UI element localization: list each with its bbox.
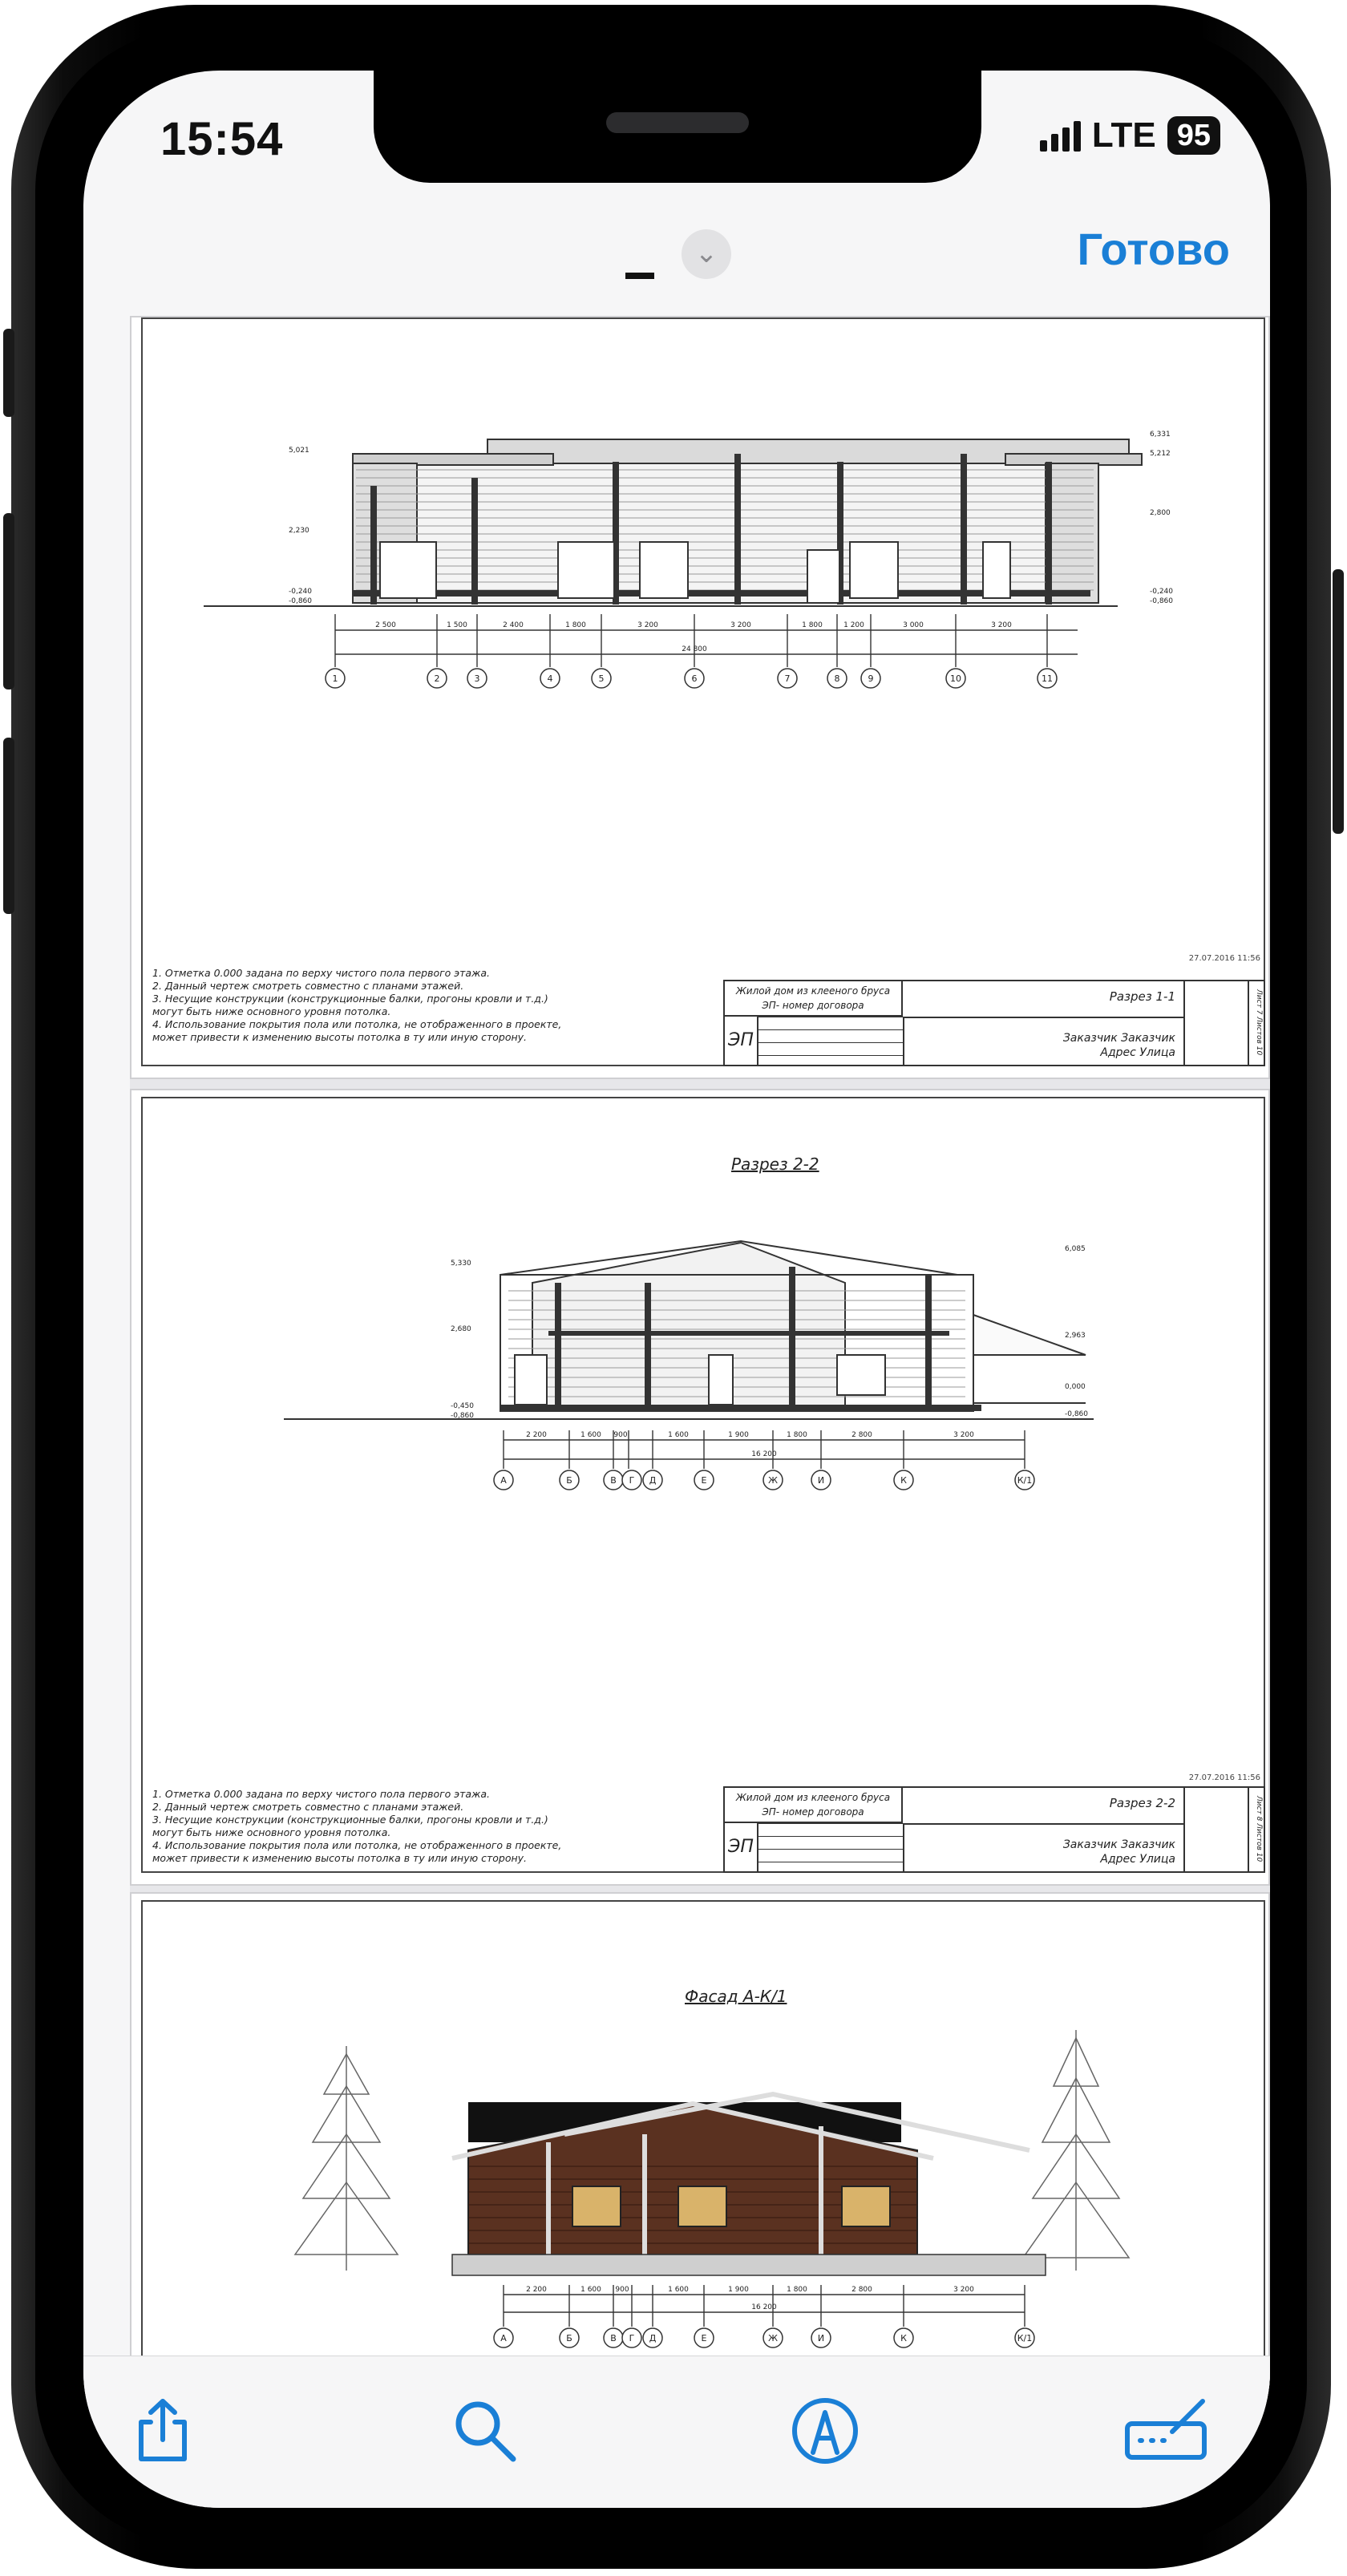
title-block [723,980,1265,1066]
contract-number: ЭП- номер договора [762,1806,864,1818]
dimension-label: 1 800 [787,2286,807,2294]
notch [374,71,981,183]
phone-side-button [3,738,14,914]
client-name: Заказчик Заказчик [1062,1838,1175,1851]
level-mark: 6,331 [1150,431,1171,439]
total-dimension-label: 16 200 [751,1450,777,1458]
dimension-label: 1 800 [802,621,823,629]
dimension-label: 3 200 [953,1431,974,1439]
status-time: 15:54 [160,113,284,165]
title-block-code: ЭП [725,1017,758,1065]
dimension-label: 900 [615,2286,629,2294]
sheet-name: Разрез 1-1 [1109,989,1175,1004]
dimension-label: 3 200 [730,621,751,629]
axis-label: В [610,2333,617,2343]
note-line: 2. Данный чертеж смотреть совместно с планами этажей. [152,1801,464,1813]
dimension-label: 2 500 [375,621,396,629]
level-mark: 5,212 [1150,450,1171,458]
note-line: 2. Данный чертеж смотреть совместно с планами этажей. [152,980,464,992]
drawing-notes [152,1788,561,1865]
axis-label: И [817,2333,825,2343]
axis-label: 3 [474,673,480,684]
search-icon[interactable] [449,2395,521,2467]
note-line: могут быть ниже основного уровня потолка. [152,1826,391,1838]
phone-side-button [3,329,14,417]
facade-drawing [131,2030,1270,2367]
axis-label: Д [649,1475,657,1486]
axis-label: 1 [332,673,338,684]
sheet-title: Разрез 2-2 [731,1155,819,1174]
chevron-down-icon[interactable]: ⌄ [682,229,731,279]
section-drawing [131,366,1270,726]
level-mark: 2,230 [289,527,309,535]
axis-label: Б [566,2333,572,2343]
print-date: 27.07.2016 11:56 [1188,1773,1260,1782]
document-page [130,1892,1270,2389]
dimension-label: 2 200 [526,1431,547,1439]
axis-label: 7 [784,673,791,684]
axis-label: К/1 [1017,2333,1033,2343]
level-mark: -0,450 [451,1402,475,1410]
phone-side-button [3,513,14,689]
markup-icon[interactable] [789,2395,861,2467]
note-line: 1. Отметка 0.000 задана по верху чистого пола первого этажа. [152,967,490,979]
dimension-label: 3 200 [637,621,658,629]
dimension-label: 1 800 [565,621,586,629]
axis-label: Д [649,2333,657,2343]
sheet-number: Лист 7 Листов 10 [1255,989,1263,1056]
tree-right [1023,2030,1129,2271]
dimension-label: 3 200 [991,621,1012,629]
axis-label: К [900,2333,907,2343]
client-address: Адрес Улица [1100,1046,1175,1059]
level-mark: -0,240 [289,588,313,596]
axis-label: В [610,1475,617,1486]
axis-label: 4 [547,673,553,684]
level-mark: 0,000 [1065,1383,1086,1391]
axis-label: 11 [1042,673,1053,684]
dimension-label: 3 000 [903,621,924,629]
project-name: Жилой дом из клееного бруса [735,985,891,997]
axis-label: Б [566,1475,572,1486]
dimension-label: 1 200 [843,621,864,629]
title-block-grid [757,1823,904,1871]
dimension-label: 2 200 [526,2286,547,2294]
axis-label: 2 [434,673,440,684]
total-dimension-label: 24 800 [682,645,707,653]
title-block-client [911,1031,1175,1060]
sheet-number: Лист 8 Листов 10 [1255,1796,1263,1862]
note-line: 1. Отметка 0.000 задана по верху чистого пола первого этажа. [152,1788,490,1800]
client-name: Заказчик Заказчик [1062,1032,1175,1045]
level-mark: -0,860 [1150,597,1174,605]
axis-label: 5 [598,673,605,684]
note-line: 3. Несущие конструкции (конструкционные балки, прогоны кровли и т.д.) [152,1814,548,1826]
phone-screen [83,71,1270,2508]
total-dimension-label: 16 200 [751,2303,777,2311]
dimension-label: 1 800 [787,1431,807,1439]
dimension-label: 1 600 [580,2286,601,2294]
document-viewer[interactable] [130,319,1270,2356]
share-icon[interactable] [127,2395,199,2467]
dimension-label: 1 600 [668,2286,689,2294]
client-address: Адрес Улица [1100,1853,1175,1866]
dimension-label: 1 600 [580,1431,601,1439]
axis-label: Ж [768,1475,778,1486]
title-block-client [911,1838,1175,1866]
signature-icon[interactable] [1122,2395,1211,2467]
dimension-label: 1 600 [668,1431,689,1439]
axis-label: А [500,1475,507,1486]
axis-label: 9 [868,673,874,684]
dimension-label: 900 [613,1431,628,1439]
note-line: может привести к изменению высоты потолка в ту или иную сторону. [152,1852,528,1864]
nav-bar [83,191,1270,319]
axis-label: 10 [950,673,961,684]
level-mark: 5,330 [451,1260,471,1268]
axis-label: 8 [834,673,840,684]
network-type: LTE [1091,115,1156,155]
status-indicators [1040,115,1220,156]
dimension-label: 1 900 [728,1431,749,1439]
axis-label: Е [701,2333,707,2343]
title-block-grid [757,1017,904,1065]
axis-label: Е [701,1475,707,1486]
level-mark: -0,860 [1065,1410,1089,1418]
axis-label: Г [629,1475,635,1486]
document-page [130,1089,1270,1886]
section-drawing [131,1235,1270,1571]
project-name: Жилой дом из клееного бруса [735,1792,891,1803]
axis-label: Ж [768,2333,778,2343]
note-line: могут быть ниже основного уровня потолка. [152,1005,391,1017]
axis-label: К/1 [1017,1475,1033,1486]
signal-icon [1040,119,1081,152]
document-title [625,273,654,279]
dimension-label: 2 400 [503,621,524,629]
sheet-title: Фасад А-К/1 [685,1987,787,2006]
dimension-label: 1 500 [447,621,467,629]
sheet-name: Разрез 2-2 [1109,1796,1175,1810]
level-mark: 6,085 [1065,1245,1086,1253]
dimension-label: 2 800 [851,2286,872,2294]
level-mark: 2,800 [1150,509,1171,517]
axis-label: Г [629,2333,635,2343]
note-line: 4. Использование покрытия пола или потолка, не отображенного в проекте, [152,1018,562,1030]
level-mark: -0,240 [1150,588,1174,596]
title-block-project [725,981,903,1017]
level-mark: -0,860 [289,597,313,605]
contract-number: ЭП- номер договора [762,1000,864,1011]
note-line: может привести к изменению высоты потолка в ту или иную сторону. [152,1031,528,1043]
axis-label: К [900,1475,907,1486]
speaker [606,112,749,133]
axis-label: 6 [691,673,698,684]
dimension-label: 1 900 [728,2286,749,2294]
phone-side-button [1333,569,1344,834]
title-block-code: ЭП [725,1823,758,1871]
dimension-label: 2 800 [851,1431,872,1439]
title-block [723,1786,1265,1873]
level-mark: 5,021 [289,447,309,455]
bottom-toolbar [83,2356,1270,2508]
foundation [452,2255,1046,2275]
axis-label: А [500,2333,507,2343]
note-line: 4. Использование покрытия пола или потолка, не отображенного в проекте, [152,1839,562,1851]
note-line: 3. Несущие конструкции (конструкционные балки, прогоны кровли и т.д.) [152,993,548,1005]
title-block-project [725,1788,903,1823]
level-mark: 2,680 [451,1325,471,1333]
tree-left [295,2046,398,2271]
print-date: 27.07.2016 11:56 [1188,954,1260,963]
level-mark: -0,860 [451,1412,475,1420]
battery-icon: 95 [1167,116,1220,155]
dimension-label: 3 200 [953,2286,974,2294]
axis-label: И [817,1475,825,1486]
done-button[interactable]: Готово [1077,224,1230,274]
document-page [130,316,1270,1079]
drawing-notes [152,967,561,1044]
level-mark: 2,963 [1065,1332,1086,1340]
